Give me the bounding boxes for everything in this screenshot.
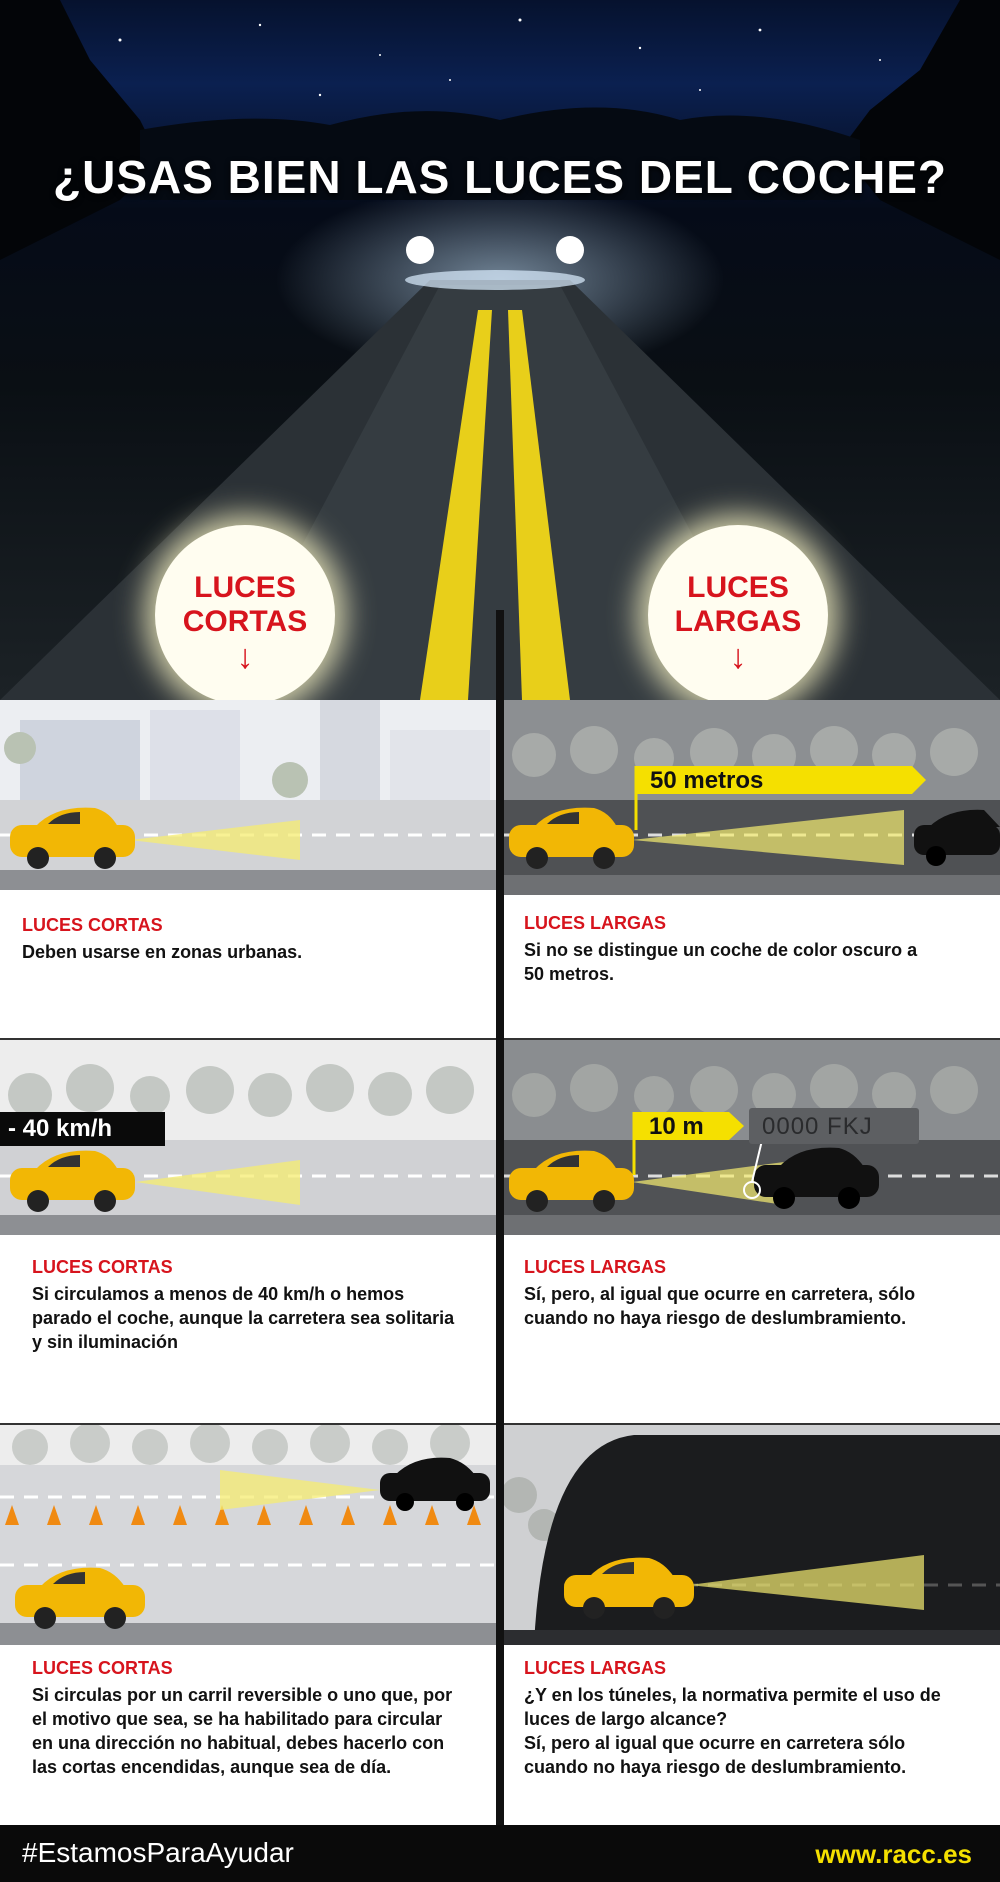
panel-text-line: el motivo que sea, se ha habilitado para circular — [32, 1709, 443, 1729]
reversible-lane-illustration — [0, 1425, 496, 1645]
panel-cortas-urbano — [0, 700, 496, 1040]
panel-largas-50m — [504, 700, 1000, 1040]
panel-text-line: Deben usarse en zonas urbanas. — [22, 942, 303, 962]
panel-text-line: Si circulamos a menos de 40 km/h o hemos — [32, 1284, 405, 1304]
badge-luces-cortas-line2: CORTAS — [182, 605, 308, 638]
page-title: ¿USAS BIEN LAS LUCES DEL COCHE? — [53, 151, 947, 203]
hero-night-road — [0, 0, 1000, 700]
panel-cortas-carril-reversible — [0, 1425, 496, 1825]
footer — [0, 1825, 1000, 1882]
panel-title: LUCES CORTAS — [22, 915, 163, 935]
panel-text-line: parado el coche, aunque la carretera sea solitaria — [32, 1308, 455, 1328]
panel-text — [524, 938, 917, 986]
panel-text-line: cuando no haya riesgo de deslumbramiento. — [524, 1308, 907, 1328]
arrow-down-icon: ↓ — [729, 638, 747, 676]
panel-text — [32, 1683, 452, 1779]
panel-title: LUCES LARGAS — [524, 1658, 667, 1678]
arrow-down-icon: ↓ — [236, 638, 254, 676]
license-plate: 0000 FKJ — [762, 1113, 873, 1140]
tunnel-illustration — [504, 1425, 1000, 1645]
panel-largas-tunel — [504, 1425, 1000, 1825]
road-10m-illustration — [504, 1040, 1000, 1240]
panel-text — [524, 1683, 941, 1779]
badge-luces-largas-line1: LUCES — [687, 571, 789, 604]
website-link[interactable]: www.racc.es — [815, 1839, 972, 1869]
badge-luces-cortas — [155, 525, 335, 705]
distance-sign-10m: 10 m — [649, 1113, 704, 1140]
panel-text-line: Si circulas por un carril reversible o uno que, por — [32, 1685, 453, 1705]
panel-text-line: luces de largo alcance? — [524, 1709, 728, 1729]
panel-text-line: cuando no haya riesgo de deslumbramiento. — [524, 1757, 907, 1777]
panel-text — [524, 1282, 915, 1330]
panel-text-line: las cortas encendidas, aunque sea de día. — [32, 1757, 392, 1777]
column-divider — [496, 610, 504, 1825]
panel-title: LUCES CORTAS — [32, 1257, 173, 1277]
panel-text-line: en una dirección no habitual, debes hacerlo con — [32, 1733, 445, 1753]
panel-title: LUCES LARGAS — [524, 913, 667, 933]
panel-cortas-40kmh — [0, 1040, 496, 1425]
urban-scene-illustration — [0, 700, 496, 900]
panel-text — [32, 1282, 454, 1354]
panel-title: LUCES CORTAS — [32, 1658, 173, 1678]
panel-text-line: Si no se distingue un coche de color oscuro a — [524, 940, 918, 960]
night-road-illustration — [0, 0, 1000, 700]
panel-text-line: ¿Y en los túneles, la normativa permite el uso de — [524, 1685, 941, 1705]
panel-text-line: 50 metros. — [524, 964, 615, 984]
badge-luces-largas — [648, 525, 828, 705]
panel-title: LUCES LARGAS — [524, 1257, 667, 1277]
panel-text — [22, 940, 302, 964]
badge-luces-cortas-line1: LUCES — [194, 571, 296, 604]
panel-text-line: y sin iluminación — [32, 1332, 179, 1352]
panel-text-line: Sí, pero, al igual que ocurre en carretera, sólo — [524, 1284, 916, 1304]
road-50m-illustration — [504, 700, 1000, 900]
hashtag: #EstamosParaAyudar — [22, 1837, 294, 1868]
panel-largas-10m — [504, 1040, 1000, 1425]
badge-luces-largas-line2: LARGAS — [674, 605, 802, 638]
speed-sign-40kmh: - 40 km/h — [8, 1115, 113, 1142]
panel-text-line: Sí, pero al igual que ocurre en carretera sólo — [524, 1733, 906, 1753]
distance-sign-50m: 50 metros — [650, 767, 764, 794]
